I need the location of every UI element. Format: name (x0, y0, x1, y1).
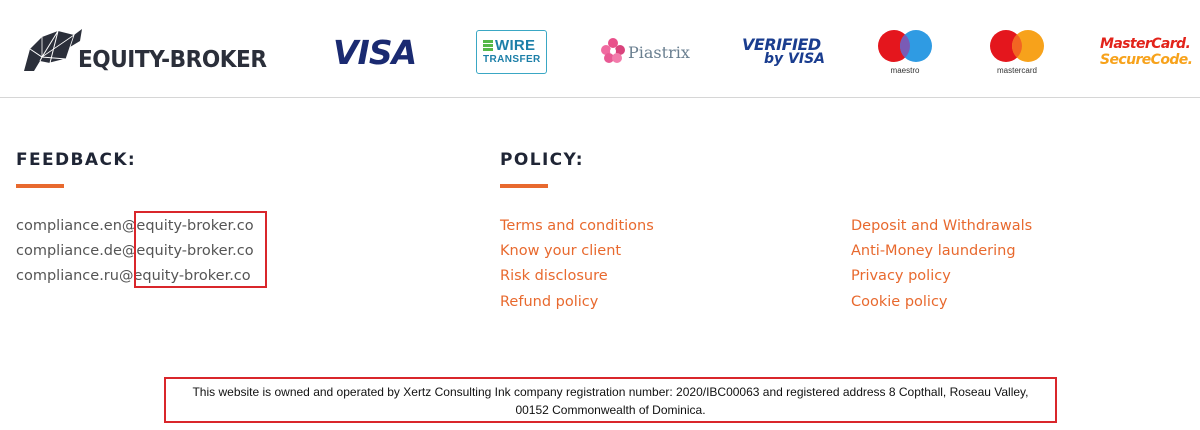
verified-label: VERIFIED (742, 35, 821, 54)
mastercard-logo (987, 28, 1047, 80)
policy-heading: POLICY: (500, 150, 584, 170)
verified-by-visa-logo (742, 35, 832, 67)
wire-label: WIRE (495, 37, 536, 54)
payment-logos-bar (0, 0, 1200, 98)
wire-transfer-logo (476, 30, 547, 74)
policy-underline (500, 184, 548, 188)
wire-bars-icon (483, 40, 493, 51)
company-notice-box (164, 377, 1057, 423)
piastrix-logo (600, 35, 690, 69)
link-know-your-client[interactable]: Know your client (500, 243, 622, 259)
flower-icon (600, 35, 626, 69)
link-privacy-policy[interactable]: Privacy policy (851, 268, 951, 284)
maestro-circles-icon (875, 28, 935, 66)
maestro-label: maestro (890, 66, 920, 75)
transfer-label: TRANSFER (483, 54, 541, 65)
securecode-line2: SecureCode. (1100, 52, 1193, 68)
link-anti-money-laundering[interactable]: Anti-Money laundering (851, 243, 1016, 259)
link-terms-and-conditions[interactable]: Terms and conditions (500, 218, 654, 234)
mastercard-securecode-logo (1100, 36, 1192, 68)
maestro-logo (875, 28, 935, 80)
link-refund-policy[interactable]: Refund policy (500, 294, 599, 310)
notice-line-2: 00152 Commonwealth of Dominica. (515, 403, 706, 417)
securecode-line1: MasterCard. (1100, 36, 1191, 52)
mastercard-label: mastercard (996, 66, 1037, 75)
equity-broker-logo[interactable] (20, 27, 267, 77)
visa-logo: VISA (333, 33, 417, 72)
brand-name: EQUITY-BROKER (78, 47, 267, 73)
email-ru[interactable]: compliance.ru@equity-broker.co (16, 268, 251, 284)
feedback-heading: FEEDBACK: (16, 150, 137, 170)
link-cookie-policy[interactable]: Cookie policy (851, 294, 948, 310)
email-en[interactable]: compliance.en@equity-broker.co (16, 218, 254, 234)
piastrix-label: Piastrix (628, 43, 690, 62)
mastercard-circles-icon (987, 28, 1047, 66)
by-visa-label: by VISA (764, 51, 825, 67)
domain-highlight-box (134, 211, 267, 288)
email-de[interactable]: compliance.de@equity-broker.co (16, 243, 254, 259)
notice-line-1: This website is owned and operated by Xertz Consulting Ink company registration number: 2020/IBC00063 and registered address 8 Copthall, Roseau Valley, (192, 385, 1029, 399)
link-risk-disclosure[interactable]: Risk disclosure (500, 268, 608, 284)
link-deposit-and-withdrawals[interactable]: Deposit and Withdrawals (851, 218, 1033, 234)
feedback-underline (16, 184, 64, 188)
